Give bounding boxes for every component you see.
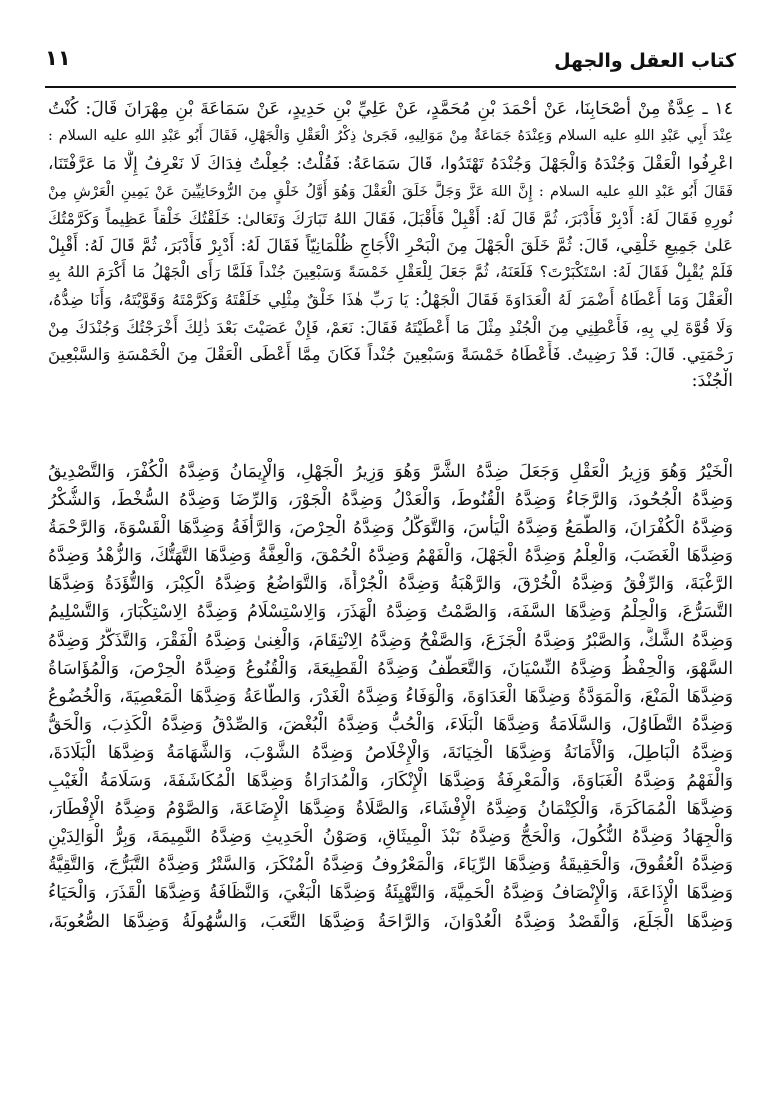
- text-line: التَّسَرُّعَ، وَالْحِلْمُ وَضِدَّهَا السَّفَهَ، وَالصَّمْتُ وَضِدَّهُ الْهَذَرَ، وَالِاسْتِسْلَامُ وَضِدَّهُ الِاسْتِكْبَارَ، وَالتَّسْلِيمُ: [48, 602, 733, 623]
- text-line: نُورِهِ فَقَالَ لَهُ: أَدْبِرْ فَأَدْبَرَ، ثُمَّ قَالَ لَهُ: أَقْبِلْ فَأَقْبَلَ، فَقَالَ اللهُ تَبَارَكَ وَتَعَالىٰ: خَلَقْتُكَ خَلْقاً عَظِيماً وَكَرَّمْتُكَ: [48, 208, 733, 228]
- text-line: وَضِدَّهُ التَّطَاوُلَ، وَالسَّلَامَةُ وَضِدَّهَا الْبَلَاءَ، وَالْحُبُّ وَضِدَّهُ الْبُغْضَ، وَالصِّدْقُ وَضِدَّهُ الْكَذِبَ، وَالْحَقُّ: [48, 714, 733, 735]
- text-line: الْعَقْلَ وَمَا أَعْطَاهُ أَضْمَرَ لَهُ الْعَدَاوَةَ فَقَالَ الْجَهْلُ: يَا رَبِّ هٰذَا خَلْقٌ مِثْلِي خَلَقْتَهُ وَكَرَّمْتَهُ وَقَوَّيْتَهُ، وَأَنَا ضِدُّهُ،: [48, 290, 733, 310]
- text-line: وَضِدَّهُ الْعُقُوقَ، وَالْحَقِيقَةُ وَضِدَّهَا الرِّيَاءَ، وَالْمَعْرُوفُ وَضِدَّهُ الْمُنْكَرَ، وَالسَّتْرُ وَضِدَّهُ التَّبَرُّجَ، وَالتَّقِيَّةُ: [48, 855, 733, 876]
- text-line: رَحْمَتِي. قَالَ: قَدْ رَضِيتُ. فَأَعْطَاهُ خَمْسَةً وَسَبْعِينَ جُنْداً فَكَانَ مِمَّا أَعْطَى الْعَقْلَ مِنَ الْخَمْسَةِ وَالسَّبْعِينَ: [48, 344, 733, 364]
- text-line: عَلىٰ جَمِيعِ خَلْقِي، قَالَ: ثُمَّ خَلَقَ الْجَهْلَ مِنَ الْبَحْرِ الْأُجَاجِ ظُلْمَانِيّاً فَقَالَ لَهُ: أَدْبِرْ فَأَدْبَرَ، ثُمَّ قَالَ لَهُ: أَقْبِلْ: [48, 236, 733, 256]
- text-line: وَالْفَهْمُ وَضِدَّهُ الْغَبَاوَةَ، وَالْمَعْرِفَةُ وَضِدَّهَا الْإِنْكَارَ، وَالْمُدَارَاةُ وَضِدَّهَا الْمُكَاشَفَةَ، وَسَلَامَةُ الْغَيْبِ: [48, 771, 733, 792]
- text-line: وَضِدَّهَا الْإِذَاعَةَ، وَالْإِنْصَافُ وَضِدَّهُ الْحَمِيَّةَ، وَالتَّهْيِئَةُ وَضِدَّهَا الْبَغْيَ، وَالنَّظَافَةُ وَضِدَّهَا الْقَذَرَ، وَالْحَيَاءُ: [48, 883, 733, 904]
- text-line: فَلَمْ يُقْبِلْ فَقَالَ لَهُ: اسْتَكْبَرْتَ؟ فَلَعَنَهُ، ثُمَّ جَعَلَ لِلْعَقْلِ خَمْسَةً وَسَبْعِينَ جُنْداً فَلَمَّا رَأَى الْجَهْلُ مَا أَكْرَمَ اللهُ بِهِ: [48, 263, 733, 282]
- text-line: وَضِدَّهَا الْمَنْعَ، وَالْمَوَدَّةُ وَضِدَّهَا الْعَدَاوَةَ، وَالْوَفَاءُ وَضِدَّهُ الْغَدْرَ، وَالطَّاعَةُ وَضِدَّهَا الْمَعْصِيَةَ، وَالْخُضُوعُ: [48, 686, 733, 707]
- header-divider: [45, 86, 736, 88]
- text-line: وَلَا قُوَّةَ لِي بِهِ، فَأَعْطِنِي مِنَ الْجُنْدِ مِثْلَ مَا أَعْطَيْتَهُ فَقَالَ: نَعَمْ، فَإِنْ عَصَيْتَ بَعْدَ ذٰلِكَ أَخْرَجْتُكَ وَجُنْدَكَ مِنْ: [48, 317, 733, 337]
- text-line: عِنْدَ أَبِي عَبْدِ اللهِ عليه السلام وَعِنْدَهُ جَمَاعَةٌ مِنْ مَوَالِيهِ، فَجَرىٰ ذِكْرُ الْعَقْلِ وَالْجَهْلِ، فَقَالَ أَبُو عَبْدِ اللهِ عليه السلام :: [48, 128, 733, 145]
- text-line: الْجُنْدَ:: [691, 371, 733, 392]
- hadith-paragraph: [48, 96, 733, 395]
- soldiers-list-paragraph: [48, 458, 733, 936]
- text-line: وَالْجِهَادُ وَضِدَّهُ النُّكُولَ، وَالْحَجُّ وَضِدَّهُ نَبْذَ الْمِيثَاقِ، وَصَوْنُ الْحَدِيثِ وَضِدَّهُ النَّمِيمَةَ، وَبِرُّ الْوَالِدَيْنِ: [48, 827, 733, 848]
- text-line: وَضِدَّهُ الشَّكَّ، وَالصَّبْرُ وَضِدَّهُ الْجَزَعَ، وَالصَّفْحُ وَضِدَّهُ الِانْتِقَامَ، وَالْغِنىٰ وَضِدَّهُ الْفَقْرَ، وَالتَّذَكُّرُ وَضِدَّهُ: [48, 630, 733, 651]
- page-number: ١١: [45, 46, 71, 70]
- text-line: وَضِدَّهَا الْمُمَاكَرَةَ، وَالْكِتْمَانُ وَضِدَّهُ الْإِفْشَاءَ، وَالصَّلَاةُ وَضِدَّهَا الْإِضَاعَةَ، وَالصَّوْمُ وَضِدَّهُ الْإِفْطَارَ،: [48, 799, 733, 820]
- text-line: الْخَيْرُ وَهُوَ وَزِيرُ الْعَقْلِ وَجَعَلَ ضِدَّهُ الشَّرَّ وَهُوَ وَزِيرُ الْجَهْلِ، وَالْإِيمَانُ وَضِدَّهُ الْكُفْرَ، وَالتَّصْدِيقُ: [48, 462, 733, 482]
- text-line: وَضِدَّهُ الْكُفْرَانَ، وَالطَّمَعُ وَضِدَّهُ الْيَأْسَ، وَالتَّوَكُّلُ وَضِدَّهُ الْحِرْصَ، وَالرَّأْفَةُ وَضِدَّهَا الْقَسْوَةَ، وَالرَّحْمَةُ: [48, 518, 733, 539]
- text-line: وَضِدَّهَا الْغَضَبَ، وَالْعِلْمُ وَضِدَّهُ الْجَهْلَ، وَالْفَهْمُ وَضِدَّهُ الْحُمْقَ، وَالْعِفَّةُ وَضِدَّهَا التَّهَتُّكَ، وَالزُّهْدُ وَضِدَّهُ: [48, 546, 733, 567]
- text-line: وَضِدَّهُ الْجُحُودَ، وَالرَّجَاءُ وَضِدَّهُ الْقُنُوطَ، وَالْعَدْلُ وَضِدَّهُ الْجَوْرَ، وَالرِّضَا وَضِدَّهُ السُّخْطَ، وَالشُّكْرُ: [48, 490, 733, 511]
- text-line: الرَّغْبَةَ، وَالرِّفْقُ وَضِدَّهُ الْخُرْقَ، وَالرَّهْبَةُ وَضِدَّهُ الْجُرْأَةَ، وَالتَّوَاضُعُ وَضِدَّهُ الْكِبْرَ، وَالتُّؤَدَةُ وَضِدَّهَا: [48, 574, 733, 595]
- book-title: كتاب العقل والجهل: [554, 50, 736, 72]
- text-line: وَضِدَّهُ الْبَاطِلَ، وَالْأَمَانَةُ وَضِدَّهَا الْخِيَانَةَ، وَالْإِخْلَاصُ وَضِدَّهُ الشَّوْبَ، وَالشَّهَامَةُ وَضِدَّهَا الْبَلَادَةَ،: [48, 742, 733, 763]
- text-line: فَقَالَ أَبُو عَبْدِ اللهِ عليه السلام : إِنَّ اللهَ عَزَّ وَجَلَّ خَلَقَ الْعَقْلَ وَهُوَ أَوَّلُ خَلْقٍ مِنَ الرُّوحَانِيِّينَ عَنْ يَمِينِ الْعَرْشِ مِنْ: [48, 182, 733, 200]
- text-line: وَضِدَّهَا الْجَلَعَ، وَالْقَصْدُ وَضِدَّهُ الْعُدْوَانَ، وَالرَّاحَةُ وَضِدَّهَا التَّعَبَ، وَالسُّهُولَةُ وَضِدَّهَا الصُّعُوبَةَ،: [48, 911, 733, 932]
- text-line: ١٤ ـ عِدَّةٌ مِنْ أَصْحَابِنَا، عَنْ أَحْمَدَ بْنِ مُحَمَّدٍ، عَنْ عَلِيِّ بْنِ حَدِيدٍ، عَنْ سَمَاعَةَ بْنِ مِهْرَانَ قَالَ: كُنْتُ: [48, 99, 733, 119]
- running-header: [45, 40, 736, 80]
- text-line: السَّهْوَ، وَالْحِفْظُ وَضِدَّهُ النِّسْيَانَ، وَالتَّعَطُّفُ وَضِدَّهُ الْقَطِيعَةَ، وَالْقُنُوعُ وَضِدَّهُ الْحِرْصَ، وَالْمُؤَاسَاةُ: [48, 658, 733, 679]
- text-line: اعْرِفُوا الْعَقْلَ وَجُنْدَهُ وَالْجَهْلَ وَجُنْدَهُ تَهْتَدُوا، قَالَ سَمَاعَةُ: فَقُلْتُ: جُعِلْتُ فِدَاكَ لَا نَعْرِفُ إِلَّا مَا عَرَّفْتَنَا،: [48, 153, 733, 174]
